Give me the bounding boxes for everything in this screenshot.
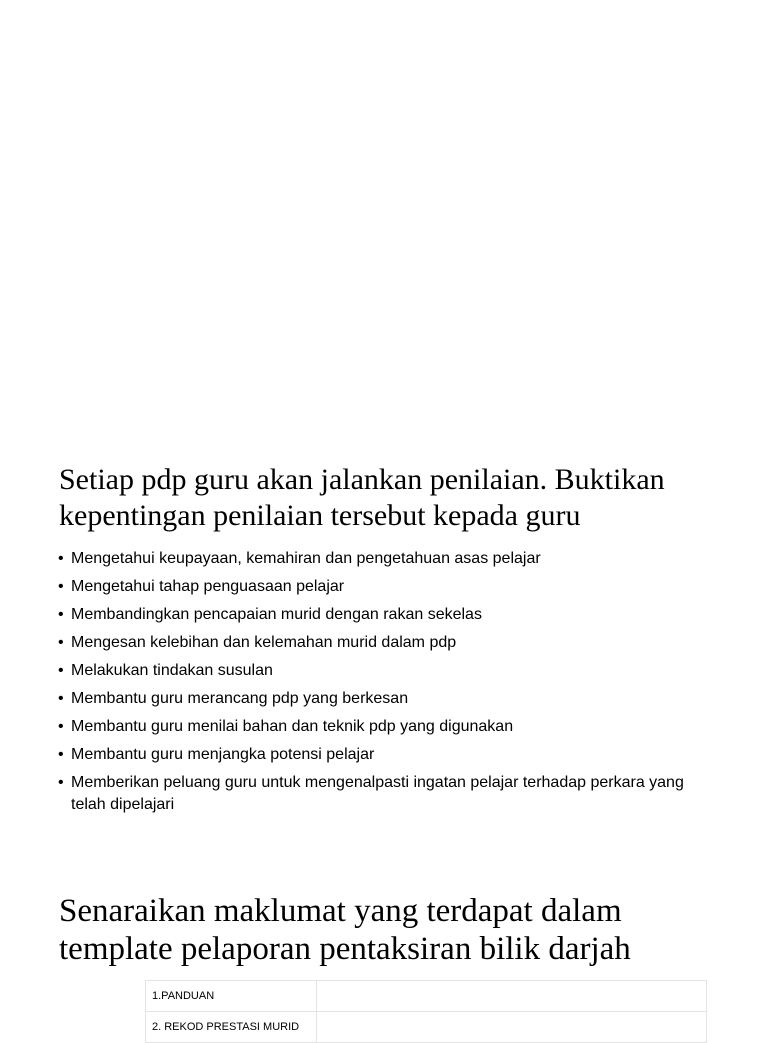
heading-kepentingan-penilaian bbox=[59, 462, 665, 534]
table-cell-label: 1.PANDUAN bbox=[146, 981, 317, 1012]
list-item-text: Membantu guru merancang pdp yang berkesan bbox=[71, 690, 409, 707]
bullet-icon: • bbox=[58, 606, 64, 623]
bullet-icon: • bbox=[58, 746, 64, 763]
bullet-icon: • bbox=[58, 634, 64, 651]
heading-line: kepentingan penilaian tersebut kepada guru bbox=[59, 499, 581, 532]
list-item bbox=[58, 772, 698, 816]
heading-line: Senaraikan maklumat yang terdapat dalam bbox=[59, 893, 622, 929]
table-row bbox=[146, 981, 707, 1012]
bullet-icon: • bbox=[58, 578, 64, 595]
list-item-text: Mengetahui keupayaan, kemahiran dan pengetahuan asas pelajar bbox=[71, 550, 541, 567]
heading-line: template pelaporan pentaksiran bilik darjah bbox=[59, 931, 631, 967]
bullet-icon: • bbox=[58, 774, 64, 791]
list-item bbox=[58, 716, 698, 738]
bullet-icon: • bbox=[58, 550, 64, 567]
table-cell-label: 2. REKOD PRESTASI MURID bbox=[146, 1012, 317, 1043]
list-item-text: Memberikan peluang guru untuk mengenalpasti ingatan pelajar terhadap perkara yang telah dipelajari bbox=[71, 774, 684, 813]
list-item bbox=[58, 604, 698, 626]
list-item bbox=[58, 660, 698, 682]
list-item bbox=[58, 576, 698, 598]
list-item bbox=[58, 688, 698, 710]
list-item bbox=[58, 548, 698, 570]
importance-bullet-list bbox=[58, 548, 698, 822]
template-info-table bbox=[145, 980, 707, 1043]
list-item-text: Mengetahui tahap penguasaan pelajar bbox=[71, 578, 345, 595]
list-item bbox=[58, 744, 698, 766]
table-row bbox=[146, 1012, 707, 1043]
list-item bbox=[58, 632, 698, 654]
list-item-text: Membantu guru menilai bahan dan teknik pdp yang digunakan bbox=[71, 718, 514, 735]
bullet-icon: • bbox=[58, 662, 64, 679]
list-item-text: Membandingkan pencapaian murid dengan rakan sekelas bbox=[71, 606, 482, 623]
table-cell-value bbox=[317, 1012, 707, 1043]
list-item-text: Melakukan tindakan susulan bbox=[71, 662, 273, 679]
heading-senaraikan-maklumat bbox=[59, 892, 631, 968]
heading-line: Setiap pdp guru akan jalankan penilaian. Buktikan bbox=[59, 463, 665, 496]
bullet-icon: • bbox=[58, 718, 64, 735]
list-item-text: Membantu guru menjangka potensi pelajar bbox=[71, 746, 375, 763]
bullet-icon: • bbox=[58, 690, 64, 707]
table-cell-value bbox=[317, 981, 707, 1012]
list-item-text: Mengesan kelebihan dan kelemahan murid dalam pdp bbox=[71, 634, 457, 651]
